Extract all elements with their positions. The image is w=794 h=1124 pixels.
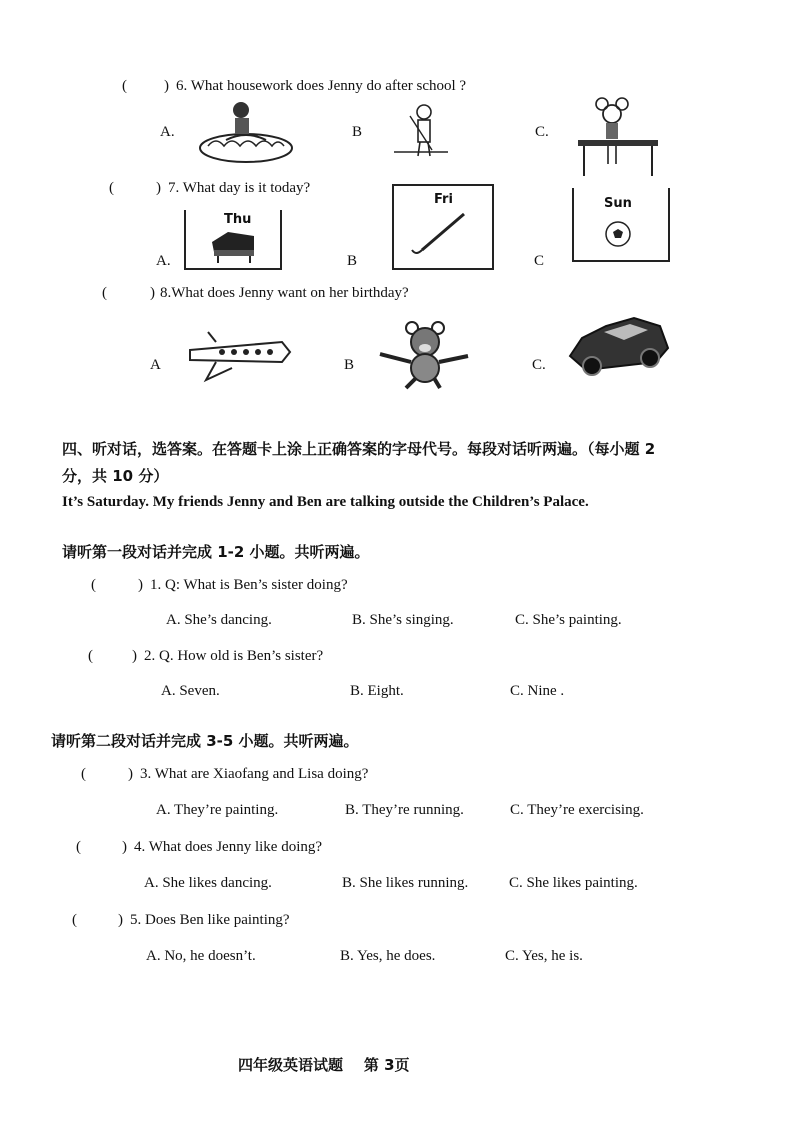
day-card-thu-label: Thu [224,212,252,227]
q3-option-b: B. They’re running. [345,802,464,818]
answer-paren-close: ) [164,78,169,94]
answer-paren-open: ( [72,912,77,928]
question-7-text: 7. What day is it today? [168,180,311,196]
answer-paren-open: ( [76,839,81,855]
q6-option-c-label: C. [535,124,549,140]
piano-icon [208,230,258,264]
q6-option-b-label: B [352,124,363,140]
question-3-text: 3. What are Xiaofang and Lisa doing? [140,766,369,782]
day-card-sun-label: Sun [604,196,632,211]
q8-option-b-label: B [344,357,355,373]
answer-paren-close: ) [150,285,155,301]
part4-heading-line2: 分，共 10 分） [62,467,169,485]
q7-option-c-label: C [534,253,545,269]
answer-paren-close: ) [138,577,143,593]
toy-car-image [564,312,674,382]
q8-option-a-label: A [150,357,161,373]
answer-paren-open: ( [88,648,93,664]
answer-paren-open: ( [122,78,127,94]
q5-option-b: B. Yes, he does. [340,948,436,964]
day-card-thu [184,210,282,270]
part4-heading-line1: 四、听对话，选答案。在答题卡上涂上正确答案的字母代号。每段对话听两遍。（每小题 2 [62,440,656,458]
q5-option-c: C. Yes, he is. [505,948,583,964]
q6-option-a-label: A. [160,124,175,140]
q1-option-c: C. She’s painting. [515,612,622,628]
q7-option-a-label: A. [156,253,171,269]
question-5-text: 5. Does Ben like painting? [130,912,290,928]
question-4-text: 4. What does Jenny like doing? [134,839,323,855]
page-footer: 四年级英语试题 第 3页 [238,1056,410,1074]
answer-paren-open: ( [81,766,86,782]
answer-paren-open: ( [91,577,96,593]
answer-paren-open: ( [109,180,114,196]
section-2-instruction: 请听第二段对话并完成 3-5 小题。共听两遍。 [51,732,359,750]
answer-paren-close: ) [128,766,133,782]
q3-option-a: A. They’re painting. [156,802,279,818]
flute-icon [408,210,478,260]
part4-intro: It’s Saturday. My friends Jenny and Ben are talking outside the Children’s Palace. [62,494,589,510]
q2-option-b: B. Eight. [350,683,404,699]
day-card-fri-label: Fri [434,192,453,207]
q4-option-a: A. She likes dancing. [144,875,272,891]
answer-paren-close: ) [132,648,137,664]
question-8-text: 8.What does Jenny want on her birthday? [160,285,409,301]
day-card-sun [572,188,670,262]
q8-option-c-label: C. [532,357,546,373]
teddy-bear-image [376,320,472,390]
question-1-text: 1. Q: What is Ben’s sister doing? [150,577,348,593]
answer-paren-open: ( [102,285,107,301]
q3-option-c: C. They’re exercising. [510,802,644,818]
toy-plane-image [186,328,296,388]
q1-option-a: A. She’s dancing. [166,612,272,628]
q5-option-a: A. No, he doesn’t. [146,948,256,964]
q4-option-b: B. She likes running. [342,875,469,891]
question-2-text: 2. Q. How old is Ben’s sister? [144,648,324,664]
cleaning-table-image [572,94,662,178]
sweeping-image [384,100,454,162]
section-1-instruction: 请听第一段对话并完成 1-2 小题。共听两遍。 [62,543,370,561]
football-icon [598,218,638,252]
q2-option-c: C. Nine . [510,683,565,699]
answer-paren-close: ) [156,180,161,196]
q7-option-b-label: B [347,253,358,269]
q4-option-c: C. She likes painting. [509,875,638,891]
washing-clothes-image [196,96,296,166]
answer-paren-close: ) [122,839,127,855]
day-card-fri [392,184,494,270]
q2-option-a: A. Seven. [161,683,220,699]
question-6-text: 6. What housework does Jenny do after school ? [176,78,467,94]
q1-option-b: B. She’s singing. [352,612,454,628]
answer-paren-close: ) [118,912,123,928]
